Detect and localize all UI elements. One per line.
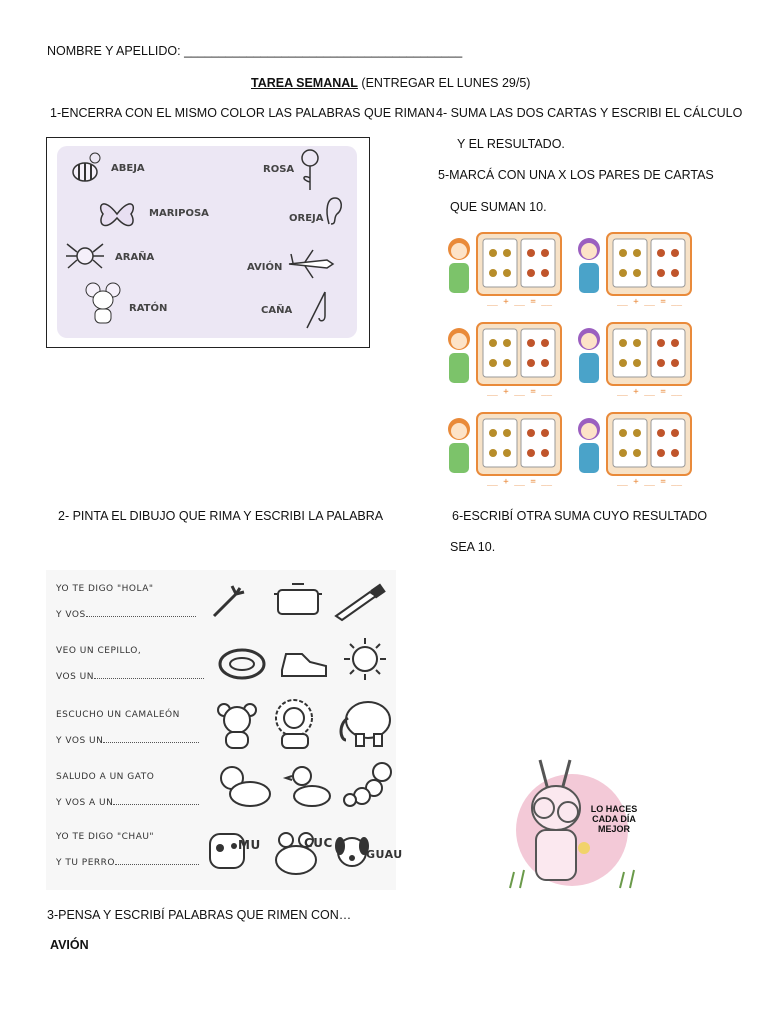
card-panel: [573, 229, 693, 313]
rhyme-word-avion: AVIÓN: [247, 262, 283, 273]
knife-icon: [332, 582, 388, 622]
ws-row-1-line-1: YO TE DIGO "HOLA": [56, 584, 154, 594]
spider-icon: [65, 238, 105, 274]
bee-icon: [65, 150, 105, 190]
sound-mu: MU: [238, 838, 261, 852]
card-panel: [573, 409, 693, 493]
task-3-word: AVIÓN: [50, 938, 89, 952]
task-6-line-1: 6-ESCRIBÍ OTRA SUMA CUYO RESULTADO: [452, 509, 708, 523]
ws-row-5-line-2: Y TU PERRO: [56, 858, 199, 868]
airplane-icon: [285, 246, 335, 280]
card-panel: [443, 319, 563, 403]
rhyme-word-abeja: ABEJA: [111, 163, 145, 174]
sound-cuc: CUC: [304, 836, 333, 850]
ws-row-2-line-1: VEO UN CEPILLO,: [56, 646, 142, 656]
rhyme-word-raton: RATÓN: [129, 303, 168, 314]
card-panel: [443, 229, 563, 313]
card-formula: __ + __ = __: [487, 477, 553, 487]
worksheet-image: [46, 570, 403, 890]
ring-icon: [214, 644, 270, 684]
rhyme-word-mariposa: MARIPOSA: [149, 208, 209, 219]
ws-row-4-line-2: Y VOS A UN: [56, 798, 199, 808]
card-formula: __ + __ = __: [487, 297, 553, 307]
butterfly-icon: [95, 194, 139, 234]
rose-icon: [295, 148, 325, 192]
task-5-line-2: QUE SUMAN 10.: [450, 200, 547, 214]
page-subtitle: (ENTREGAR EL LUNES 29/5): [357, 76, 531, 90]
duck-icon: [284, 762, 334, 812]
task-3-instruction: 3-PENSA Y ESCRIBÍ PALABRAS QUE RIMEN CON…: [47, 908, 352, 922]
fork-icon: [206, 580, 250, 624]
fishing-rod-icon: [301, 288, 331, 332]
card-formula: __ + __ = __: [617, 297, 683, 307]
task-1-instruction: 1-ENCERRA CON EL MISMO COLOR LAS PALABRAS QUE RIMAN: [50, 106, 435, 120]
ws-row-3-line-2: Y VOS UN: [56, 736, 199, 746]
ws-row-2-line-2: VOS UN: [56, 672, 204, 682]
card-formula: __ + __ = __: [487, 387, 553, 397]
rhyme-word-oreja: OREJA: [289, 213, 324, 224]
task-4-line-2: Y EL RESULTADO.: [457, 137, 565, 151]
lion-icon: [268, 696, 324, 750]
task-2-instruction: 2- PINTA EL DIBUJO QUE RIMA Y ESCRIBI LA PALABRA: [58, 509, 384, 523]
card-panel: [443, 409, 563, 493]
sound-guau: GUAU: [366, 848, 403, 861]
rhyme-word-arana: ARAÑA: [115, 252, 155, 263]
card-panel: [573, 319, 693, 403]
cat-icon: [212, 762, 276, 812]
ws-row-4-line-1: SALUDO A UN GATO: [56, 772, 155, 782]
rhyme-word-cana: CAÑA: [261, 305, 293, 316]
sun-icon: [340, 634, 390, 684]
ear-icon: [323, 194, 345, 228]
bear-icon: [214, 700, 260, 750]
caterpillar-icon: [342, 758, 396, 812]
card-formula: __ + __ = __: [617, 387, 683, 397]
task-5-line-1: 5-MARCÁ CON UNA X LOS PARES DE CARTAS: [438, 168, 714, 182]
shoe-icon: [276, 640, 332, 684]
mouse-icon: [83, 280, 123, 326]
cow-icon: [206, 824, 266, 880]
ws-row-5-line-1: YO TE DIGO "CHAU": [56, 832, 155, 842]
rhyme-image: [46, 137, 370, 348]
ws-row-1-line-2: Y VOS: [56, 610, 196, 620]
name-label: NOMBRE Y APELLIDO: ________________________________________: [47, 44, 463, 58]
page-title-line: [251, 76, 530, 90]
pot-icon: [270, 576, 326, 622]
cards-image: [443, 229, 695, 495]
giraffe-image: [500, 760, 646, 892]
rhyme-word-rosa: ROSA: [263, 164, 295, 175]
elephant-icon: [334, 694, 396, 750]
card-formula: __ + __ = __: [617, 477, 683, 487]
page-title: TAREA SEMANAL: [251, 76, 358, 90]
ws-row-3-line-1: ESCUCHO UN CAMALEÓN: [56, 710, 180, 720]
task-4-line-1: 4- SUMA LAS DOS CARTAS Y ESCRIBI EL CÁLCULO: [436, 106, 743, 120]
giraffe-caption: LO HACES CADA DÍA MEJOR: [590, 804, 638, 834]
task-6-line-2: SEA 10.: [450, 540, 496, 554]
